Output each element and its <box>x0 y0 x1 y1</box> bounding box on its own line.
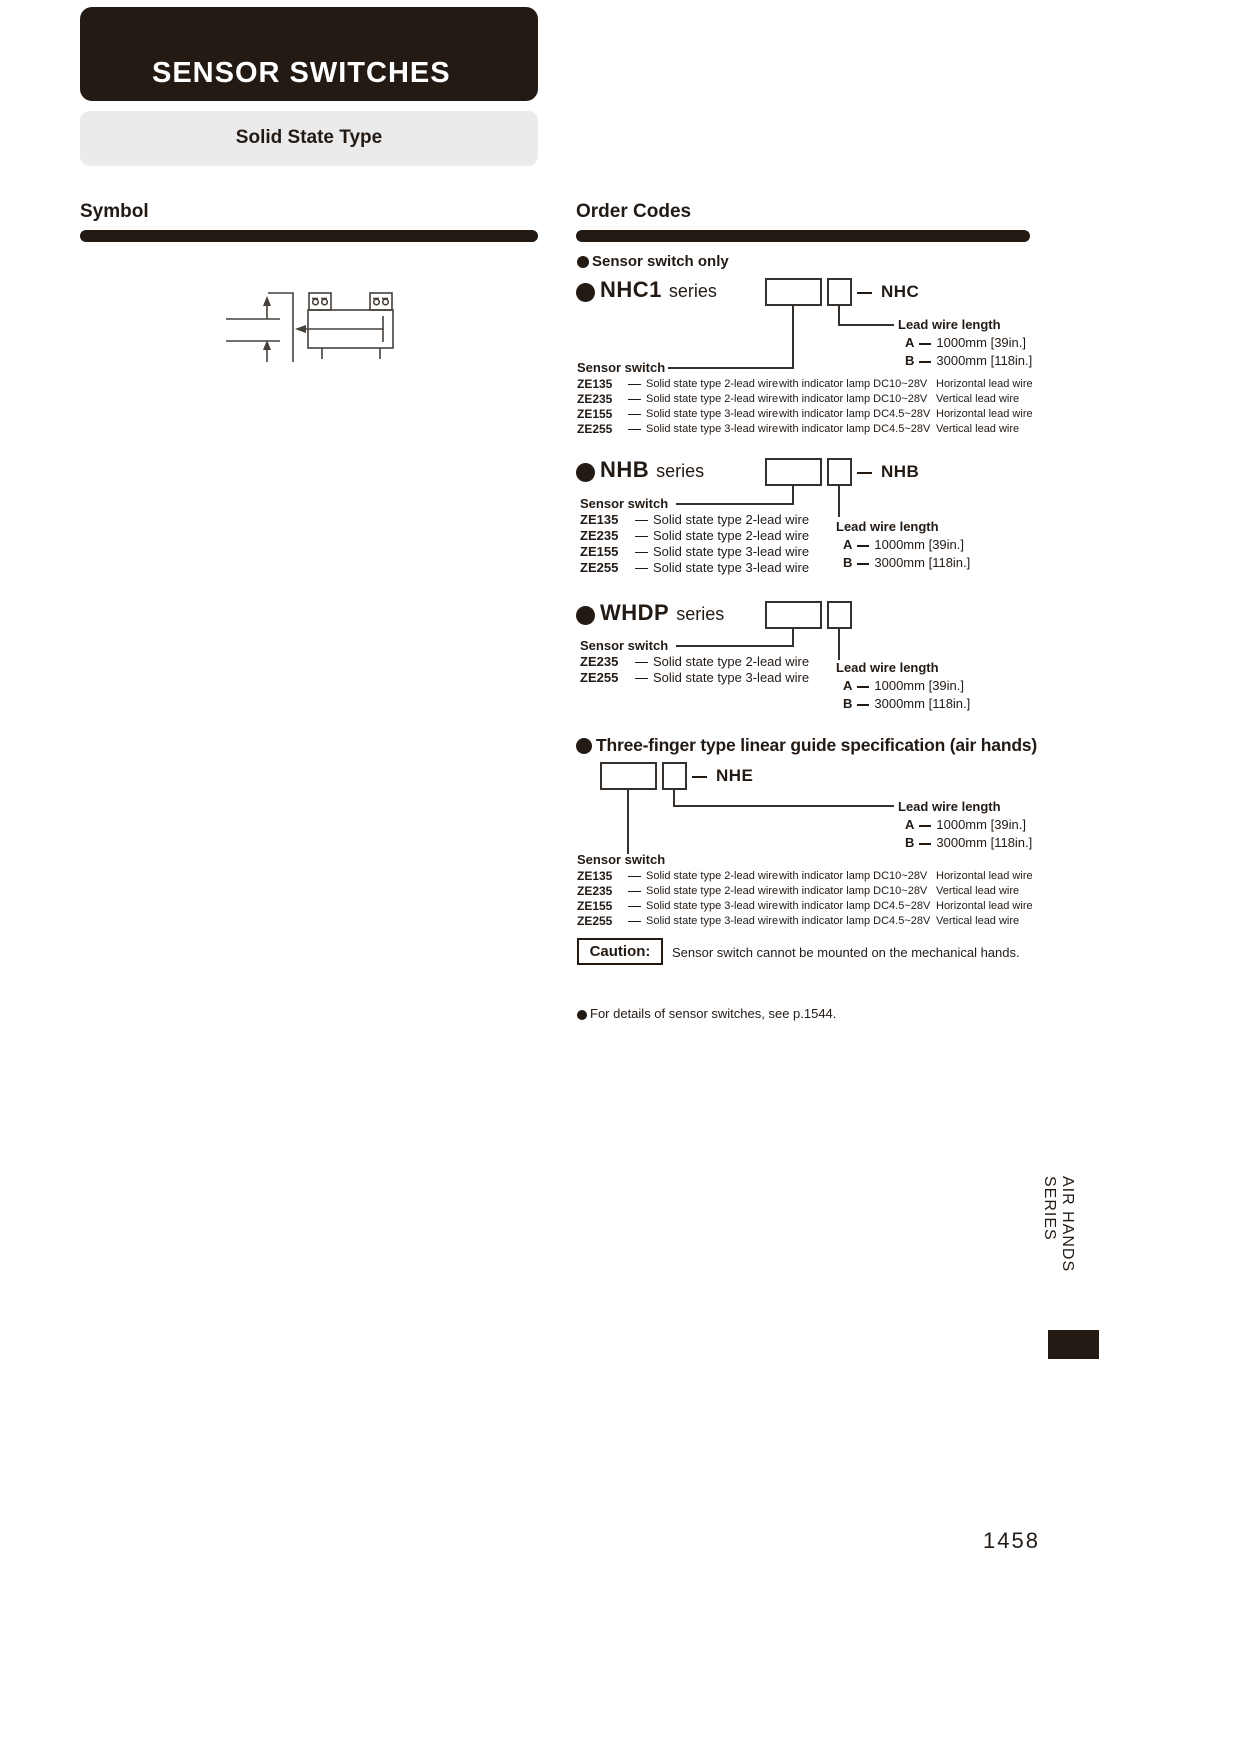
dash-line <box>919 825 931 827</box>
dash-line <box>628 414 641 415</box>
sensor-switch-row <box>577 899 1033 914</box>
dash-line <box>919 843 931 845</box>
page-subtitle: Solid State Type <box>235 127 383 148</box>
sensor-desc: Solid state type 3-lead wire <box>646 915 779 927</box>
sensor-lamp: with indicator lamp DC4.5~28V <box>779 408 931 420</box>
dash-line <box>692 776 707 778</box>
lead-option <box>836 678 970 693</box>
sensor-code: ZE255 <box>577 422 613 436</box>
lead-option-value: 3000mm [118in.] <box>874 555 971 570</box>
lead-option-value: 1000mm [39in.] <box>936 335 1026 350</box>
sensor-lead-direction: Vertical lead wire <box>936 885 1020 897</box>
sensor-lamp: with indicator lamp DC10~28V <box>779 870 928 882</box>
sensor-code: ZE255 <box>577 914 613 928</box>
sensor-code: ZE235 <box>577 884 613 898</box>
bullet-icon <box>577 256 589 268</box>
dash-line <box>635 536 648 537</box>
connector-line <box>838 486 840 517</box>
lead-option <box>836 696 970 711</box>
sensor-switch-list-nhe <box>577 869 1033 929</box>
sensor-desc: Solid state type 2-lead wire <box>653 528 810 543</box>
sensor-desc: Solid state type 2-lead wire <box>653 512 810 527</box>
lead-wire-length-block <box>836 519 970 570</box>
lead-option <box>836 537 970 552</box>
side-tab-label: AIR HANDS SERIES <box>1041 1176 1076 1273</box>
sensor-switch-row <box>577 392 1033 407</box>
connector-line <box>668 367 794 369</box>
sensor-lamp: with indicator lamp DC4.5~28V <box>779 900 931 912</box>
order-code-box-sensor <box>600 762 657 790</box>
dash-line <box>628 384 641 385</box>
connector-line <box>676 503 794 505</box>
sensor-code: ZE155 <box>580 544 619 559</box>
footnote-text: For details of sensor switches, see p.1544. <box>590 1006 837 1021</box>
sensor-switch-row <box>580 544 809 560</box>
lead-option <box>898 353 1032 368</box>
sensor-desc: Solid state type 3-lead wire <box>653 544 810 559</box>
sensor-switch-row <box>577 914 1033 929</box>
sensor-lead-direction: Vertical lead wire <box>936 393 1020 405</box>
connector-line <box>838 629 840 660</box>
order-code-box-sensor <box>765 458 822 486</box>
lead-option-value: 3000mm [118in.] <box>936 835 1033 850</box>
order-code-box-sensor <box>765 601 822 629</box>
series-head-nhb <box>576 457 704 483</box>
symbol-heading: Symbol <box>80 201 149 222</box>
connector-line <box>627 790 629 854</box>
order-code-box-sensor <box>765 278 822 306</box>
sensor-desc: Solid state type 3-lead wire <box>653 670 810 685</box>
sensor-lead-direction: Horizontal lead wire <box>936 408 1033 420</box>
sensor-code: ZE155 <box>577 407 613 421</box>
sensor-desc: Solid state type 2-lead wire <box>646 378 779 390</box>
sensor-lamp: with indicator lamp DC10~28V <box>779 393 928 405</box>
lead-wire-length-label: Lead wire length <box>898 799 1001 814</box>
lead-option-value: 3000mm [118in.] <box>936 353 1033 368</box>
connector-line <box>673 805 894 807</box>
dash-line <box>919 361 931 363</box>
dash-line <box>635 568 648 569</box>
sensor-lead-direction: Horizontal lead wire <box>936 378 1033 390</box>
sensor-switch-list-nhc1 <box>577 377 1033 437</box>
lead-wire-length-block <box>898 317 1032 368</box>
bullet-icon <box>576 283 595 302</box>
connector-line <box>838 324 894 326</box>
dash-line <box>635 662 648 663</box>
sensor-switch-row <box>577 422 1033 437</box>
sensor-switch-list-nhb <box>580 512 809 576</box>
sensor-lamp: with indicator lamp DC4.5~28V <box>779 423 931 435</box>
sensor-lead-direction: Vertical lead wire <box>936 423 1020 435</box>
dash-line <box>628 399 641 400</box>
sensor-switch-row <box>580 654 809 670</box>
series-name: NHB <box>600 457 650 482</box>
lead-option <box>898 335 1032 350</box>
series-word: series <box>668 281 717 301</box>
lead-option <box>898 817 1032 832</box>
sensor-lamp: with indicator lamp DC10~28V <box>779 378 928 390</box>
sensor-switch-row <box>577 407 1033 422</box>
order-code-box-lead <box>827 601 852 629</box>
sensor-code: ZE135 <box>580 512 619 527</box>
dash-line <box>857 292 872 294</box>
sensor-lamp: with indicator lamp DC10~28V <box>779 885 928 897</box>
dash-line <box>628 429 641 430</box>
order-code-box-lead <box>827 458 852 486</box>
sensor-switch-label: Sensor switch <box>580 638 669 653</box>
sensor-code: ZE235 <box>577 392 613 406</box>
lead-wire-length-label: Lead wire length <box>898 317 1001 332</box>
dash-line <box>628 906 641 907</box>
sensor-switch-only-label: Sensor switch only <box>577 253 729 271</box>
sensor-desc: Solid state type 3-lead wire <box>646 900 779 912</box>
dash-line <box>628 891 641 892</box>
lead-option-key: A <box>843 537 853 552</box>
sensor-lead-direction: Vertical lead wire <box>936 915 1020 927</box>
dash-line <box>857 472 872 474</box>
series-suffix: NHE <box>692 766 753 786</box>
sensor-switch-row <box>580 528 809 544</box>
caution-label: Caution: <box>589 943 651 960</box>
sensor-switch-row <box>580 512 809 528</box>
sensor-code: ZE235 <box>580 528 619 543</box>
dash-line <box>628 876 641 877</box>
side-tab-marker <box>1048 1330 1099 1359</box>
series-suffix: NHC <box>857 282 919 302</box>
sensor-lead-direction: Horizontal lead wire <box>936 870 1033 882</box>
sensor-switch-list-whdp <box>580 654 809 686</box>
series-name: WHDP <box>600 600 670 625</box>
order-codes-rule <box>576 230 1030 242</box>
sensor-desc: Solid state type 2-lead wire <box>646 885 779 897</box>
sensor-switch-label: Sensor switch <box>577 360 666 375</box>
footnote <box>577 1006 836 1021</box>
lead-option-key: A <box>905 335 915 350</box>
lead-option-key: B <box>905 835 915 850</box>
dash-line <box>857 545 869 547</box>
lead-option-key: A <box>905 817 915 832</box>
lead-wire-length-block <box>836 660 970 711</box>
lead-option-value: 1000mm [39in.] <box>874 537 964 552</box>
dash-line <box>635 520 648 521</box>
connector-line <box>792 306 794 369</box>
sensor-code: ZE135 <box>577 869 613 883</box>
sensor-desc: Solid state type 3-lead wire <box>646 423 779 435</box>
lead-wire-length-block <box>898 799 1032 850</box>
lead-option-key: B <box>843 696 853 711</box>
lead-option-value: 1000mm [39in.] <box>936 817 1026 832</box>
dash-line <box>628 921 641 922</box>
lead-wire-length-label: Lead wire length <box>836 660 939 675</box>
sensor-code: ZE255 <box>580 670 619 685</box>
sensor-switch-row <box>577 377 1033 392</box>
page-title: SENSOR SWITCHES <box>152 57 451 89</box>
series-head-whdp <box>576 600 724 626</box>
three-finger-heading: Three-finger type linear guide specification (air hands) <box>576 735 1037 756</box>
bullet-icon <box>576 463 595 482</box>
order-codes-heading: Order Codes <box>576 201 692 222</box>
dash-line <box>635 552 648 553</box>
lead-option-value: 3000mm [118in.] <box>874 696 971 711</box>
sensor-code: ZE235 <box>580 654 619 669</box>
bullet-icon <box>576 606 595 625</box>
sensor-desc: Solid state type 2-lead wire <box>646 870 779 882</box>
series-name: NHC1 <box>600 277 662 302</box>
sensor-code: ZE255 <box>580 560 619 575</box>
connector-line <box>676 645 794 647</box>
lead-option-value: 1000mm [39in.] <box>874 678 964 693</box>
caution-text: Sensor switch cannot be mounted on the mechanical hands. <box>672 945 1020 960</box>
lead-wire-length-label: Lead wire length <box>836 519 939 534</box>
lead-option-key: B <box>843 555 853 570</box>
sensor-switch-row <box>577 869 1033 884</box>
sensor-switch-row <box>580 670 809 686</box>
dash-line <box>857 563 869 565</box>
sensor-switch-label: Sensor switch <box>580 496 669 511</box>
dash-line <box>919 343 931 345</box>
series-word: series <box>676 604 725 624</box>
sensor-lamp: with indicator lamp DC4.5~28V <box>779 915 931 927</box>
bullet-icon <box>577 1010 587 1020</box>
bullet-icon <box>576 738 592 754</box>
sensor-desc: Solid state type 3-lead wire <box>646 408 779 420</box>
dash-line <box>635 678 648 679</box>
caution-box <box>577 938 663 965</box>
sensor-desc: Solid state type 2-lead wire <box>653 654 810 669</box>
sensor-switch-row <box>577 884 1033 899</box>
series-suffix: NHB <box>857 462 919 482</box>
sensor-desc: Solid state type 3-lead wire <box>653 560 810 575</box>
lead-option-key: B <box>905 353 915 368</box>
sensor-code: ZE135 <box>577 377 613 391</box>
connector-line <box>838 306 840 326</box>
sensor-lead-direction: Horizontal lead wire <box>936 900 1033 912</box>
sensor-switch-row <box>580 560 809 576</box>
series-word: series <box>656 461 705 481</box>
sensor-code: ZE155 <box>577 899 613 913</box>
dash-line <box>857 704 869 706</box>
pneumatic-symbol-diagram <box>222 288 422 366</box>
lead-option <box>836 555 970 570</box>
lead-option-key: A <box>843 678 853 693</box>
symbol-rule <box>80 230 538 242</box>
page-number: 1458 <box>983 1528 1040 1553</box>
dash-line <box>857 686 869 688</box>
lead-option <box>898 835 1032 850</box>
order-code-box-lead <box>662 762 687 790</box>
order-code-box-lead <box>827 278 852 306</box>
series-head-nhc1 <box>576 277 717 303</box>
sensor-desc: Solid state type 2-lead wire <box>646 393 779 405</box>
sensor-switch-label: Sensor switch <box>577 852 666 867</box>
